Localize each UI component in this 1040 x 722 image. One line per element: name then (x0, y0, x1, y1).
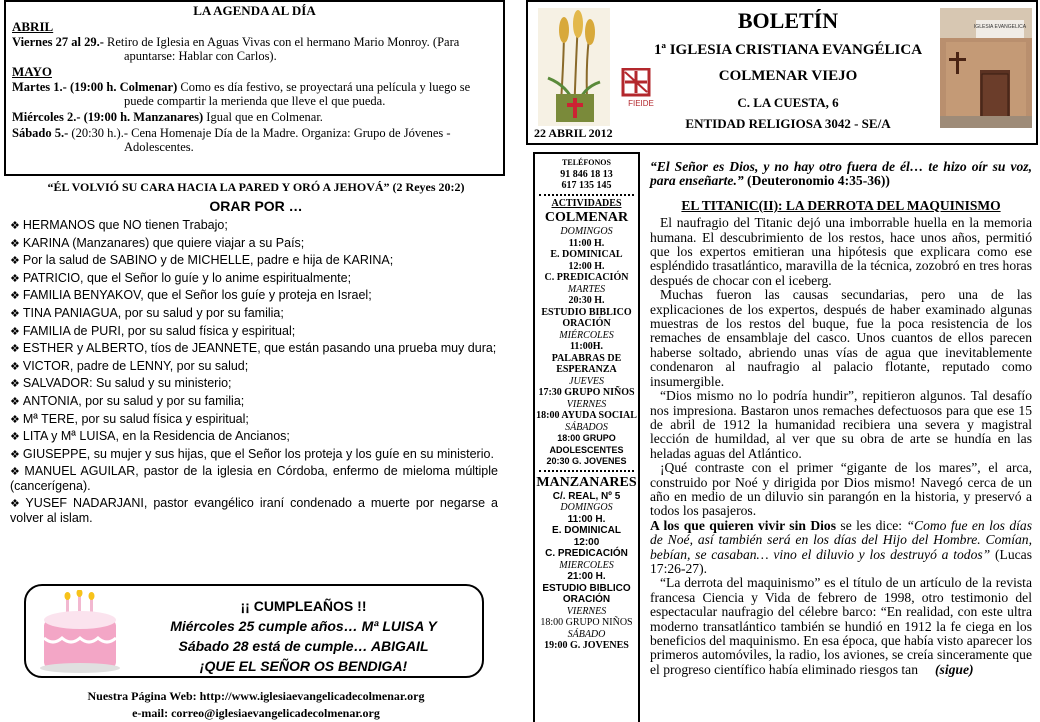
bulletin-header (526, 0, 1038, 145)
agenda-event (12, 80, 497, 108)
schedule-day: JUEVES (569, 375, 604, 387)
month-mayo: MAYO (12, 64, 52, 79)
entity-number: ENTIDAD RELIGIOSA 3042 - SE/A (685, 116, 891, 131)
birthday-box (24, 584, 484, 678)
schedule-day: MARTES (567, 283, 606, 295)
schedule-day: VIERNES (566, 398, 607, 410)
bulletin-title: BOLETÍN (737, 8, 839, 33)
wheat-cross-logo-icon (538, 8, 610, 126)
prayer-text: ESTHER y ALBERTO, tíos de JEANNETE, que están pasando una prueba muy dura; (22, 341, 497, 356)
agenda-event (12, 126, 497, 154)
schedule-activity: ESTUDIO BIBLICO ORACIÓN (542, 582, 631, 605)
agenda-box (4, 0, 505, 176)
prayer-item (10, 288, 498, 303)
schedule-day: MIERCOLES (559, 559, 614, 571)
prayer-text: SALVADOR: Su salud y su ministerio; (22, 376, 232, 391)
prayer-item (10, 271, 498, 286)
prayer-text: YUSEF NADARJANI, pastor evangélico iraní condenado a muerte por negarse a volver al islam. (10, 495, 498, 525)
church-address: C. LA CUESTA, 6 (737, 95, 839, 110)
schedule-time: 11:00H. (569, 341, 604, 352)
prayer-item (10, 324, 498, 339)
schedule-time: 11:00 H. (568, 237, 605, 249)
diamond-bullet-icon: ❖ (10, 325, 20, 338)
phone-number: 617 135 145 (561, 180, 612, 191)
birthday-cake-icon (38, 590, 122, 674)
schedule-activity: PALABRAS DE ESPERANZA (551, 352, 622, 375)
prayer-text: PATRICIO, que el Señor lo guíe y lo anime espiritualmente; (22, 270, 352, 285)
agenda-title: LA AGENDA AL DÍA (193, 3, 316, 18)
article-paragraph: El naufragio del Titanic dejó una imborrable huella en la memoria humana. El descubrimiento de los restos, hace unos años, permitió que los expertos emitieran una hipótesis que explicara como ese espléndido trasatlántico, maravilla de la técnica, zozobró en tres horas después de chocar con el iceberg. (650, 215, 1032, 288)
event-when: Sábado 5.- (12, 126, 69, 140)
event-when: Martes 1.- (19:00 h. Colmenar) (12, 80, 178, 94)
schedule-activity: C. PREDICACIÓN (545, 548, 628, 559)
schedule-day: DOMINGOS (560, 226, 613, 237)
dotted-divider (539, 470, 634, 472)
diamond-bullet-icon: ❖ (10, 360, 20, 373)
agenda-event (12, 110, 497, 124)
schedule-activity: C. PREDICACIÓN (544, 272, 629, 283)
schedule-time: 11:00 H. (567, 513, 606, 525)
paragraph-lead: A los que quieren vivir sin Dios (650, 517, 837, 533)
prayer-item (10, 341, 498, 356)
schedule-activity: 20:30 G. JOVENES (546, 456, 627, 466)
prayer-item (10, 218, 498, 233)
birthday-title: ¡¡ CUMPLEAÑOS !! (240, 598, 367, 614)
prayer-text: MANUEL AGUILAR, pastor de la iglesia en Córdoba, enfermo de mieloma múltiple (cancerígena). (10, 464, 498, 494)
article (650, 160, 1032, 677)
schedule-day: SÁBADO (567, 628, 606, 640)
birthday-text (126, 596, 481, 676)
church-name: 1ª IGLESIA CRISTIANA EVANGÉLICA (653, 42, 923, 58)
prayer-item (10, 306, 498, 321)
continue-label: (sigue) (935, 661, 974, 677)
schedule-activity: ESTUDIO BIBLICO ORACIÓN (541, 306, 632, 329)
article-paragraph: Muchas fueron las causas secundarias, pero una de las explicaciones de los expertos, después de haber examinado algunas muestras de los restos del buque, fue la poca resistencia de los remaches de ensamblaje del casco. Unos cuantos de ellos parecen haberse soltado, abriendo unas vías de agua que inevitablemente condenaron al naufragio al palacio flotante, reputado como insumergible. (650, 287, 1032, 389)
diamond-bullet-icon: ❖ (10, 307, 20, 320)
phone-number: 91 846 18 13 (560, 168, 613, 180)
birthday-line: Sábado 28 está de cumple… ABIGAIL (178, 638, 429, 654)
article-paragraph (650, 519, 1032, 577)
prayer-item (10, 253, 498, 268)
event-when: Miércoles 2.- (19:00 h. Manzanares) (12, 110, 204, 124)
schedule-activity: 17:30 GRUPO NIÑOS (538, 387, 635, 398)
email-link[interactable]: e-mail: correo@iglesiaevangelicadecolmenar.org (132, 706, 380, 720)
prayer-item (10, 464, 498, 493)
paragraph-ref: (Lucas 17:26-27). (650, 546, 1032, 576)
prayer-item (10, 376, 498, 391)
diamond-bullet-icon: ❖ (10, 413, 20, 426)
footer (6, 688, 506, 722)
intro-verse-text: “El Señor es Dios, y no hay otro fuera de él… te hizo oír su voz, para enseñarte.” (650, 159, 1032, 189)
schedule-time: 12:00 H. (568, 260, 605, 272)
diamond-bullet-icon: ❖ (10, 431, 20, 444)
prayer-item (10, 359, 498, 374)
prayer-item (10, 496, 498, 525)
schedule-sidebar (533, 152, 640, 722)
diamond-bullet-icon: ❖ (10, 466, 22, 479)
schedule-day: DOMINGOS (560, 502, 613, 513)
intro-verse-ref: (Deuteronomio 4:35-36)) (743, 173, 890, 189)
prayer-text: HERMANOS que NO tienen Trabajo; (22, 218, 228, 232)
agenda-event (12, 35, 497, 63)
prayer-text: Por la salud de SABINO y de MICHELLE, padre e hija de KARINA; (22, 253, 394, 268)
prayer-text: FAMILIA de PURI, por su salud física y espiritual; (22, 323, 296, 338)
diamond-bullet-icon: ❖ (10, 343, 20, 356)
birthday-blessing: ¡QUE EL SEÑOR OS BENDIGA! (199, 658, 408, 674)
diamond-bullet-icon: ❖ (10, 272, 20, 285)
prayer-text: KARINA (Manzanares) que quiere viajar a su País; (22, 235, 305, 250)
manzanares-address: C/. REAL, Nº 5 (552, 490, 621, 502)
prayer-text: TINA PANIAGUA, por su salud y por su familia; (22, 305, 284, 320)
diamond-bullet-icon: ❖ (10, 497, 23, 510)
prayer-item (10, 412, 498, 427)
diamond-bullet-icon: ❖ (10, 255, 20, 268)
schedule-day: VIERNES (566, 605, 607, 617)
prayer-item (10, 394, 498, 409)
article-paragraph (650, 576, 1032, 677)
prayer-text: ANTONIA, por su salud y por su familia; (22, 393, 245, 408)
phones-label: TELÉFONOS (562, 158, 611, 167)
schedule-time: 21:00 H. (567, 571, 606, 582)
prayer-title: ORAR POR … (209, 198, 303, 214)
prayer-item (10, 447, 498, 462)
paragraph-quote: “Como fue en los días de Noé, así también será en los días del Hijo del Hombre. Comían, bebían, se casaban… vino el diluvio y los destruyó a todos” (650, 517, 1033, 562)
event-text: Retiro de Iglesia en Aguas Vivas con el hermano Mario Monroy. (Para apuntarse: Hablar con Carlos). (103, 35, 460, 63)
schedule-activity: 19:00 G. JOVENES (544, 640, 629, 651)
website-link[interactable]: Nuestra Página Web: http://www.iglesiaevangelicadecolmenar.org (87, 689, 425, 703)
article-paragraph: ¡Qué contraste con el primer “gigante de los mares”, el arca, construido por Noé y dirigida por Dios mismo! Navegó cerca de un año en medio de un diluvio sin parangón en la historia, y preservó a todos los pasajeros. (650, 460, 1032, 519)
bulletin-date: 22 ABRIL 2012 (534, 126, 613, 140)
event-text: (20:30 h.).- Cena Homenaje Día de la Madre. Organiza: Grupo de Jóvenes -Adolescentes. (68, 126, 451, 154)
paragraph-text: “La derrota del maquinismo” es el título de un artículo de la revista francesa Ciencia y Vida de febrero de 1998, otro testimonio del espectacular naufragio del célebre barco: “En realidad, con este ultra moderno transatlántico también se hundió en 1912 la fe ciega en los beneficios del maquinismo. En esa época, que había visto aparecer los primeros automóviles, la radio, los aviones, se creía sinceramente que el progreso científico había eliminado riesgos tan (650, 575, 1032, 677)
schedule-activity: 18:00 AYUDA SOCIAL (536, 410, 637, 421)
colmenar-heading: COLMENAR (544, 210, 629, 225)
schedule-activity: 18:00 GRUPO ADOLESCENTES (549, 433, 624, 455)
diamond-bullet-icon: ❖ (10, 395, 20, 408)
diamond-bullet-icon: ❖ (10, 237, 20, 250)
schedule-activity: 18:00 GRUPO NIÑOS (540, 617, 633, 628)
event-when: Viernes 27 al 29.- (12, 35, 104, 49)
schedule-activity: E. DOMINICAL (550, 249, 623, 260)
schedule-activity: E. DOMINICAL (552, 525, 621, 536)
schedule-time: 12:00 (573, 536, 600, 548)
prayer-list (10, 218, 498, 528)
prayer-text: FAMILIA BENYAKOV, que el Señor los guíe y proteja en Israel; (22, 288, 372, 303)
article-title: EL TITANIC(II): LA DERROTA DEL MAQUINISMO (681, 197, 1001, 213)
prayer-text: VICTOR, padre de LENNY, por su salud; (22, 358, 249, 373)
dotted-divider (539, 194, 634, 196)
prayer-item (10, 429, 498, 444)
manzanares-heading: MANZANARES (536, 474, 637, 490)
schedule-day: SÁBADOS (565, 421, 608, 433)
diamond-bullet-icon: ❖ (10, 378, 20, 391)
fieide-logo-text: FIEIDE (628, 99, 654, 108)
prayer-text: LITA y Mª LUISA, en la Residencia de Ancianos; (22, 429, 290, 444)
town-name: COLMENAR VIEJO (718, 68, 858, 84)
diamond-bullet-icon: ❖ (10, 448, 20, 461)
schedule-day: MIÉRCOLES (559, 329, 614, 341)
event-text: Igual que en Colmenar. (203, 110, 323, 124)
church-building-photo (940, 8, 1032, 128)
bible-verse: “ÉL VOLVIÓ SU CARA HACIA LA PARED Y ORÓ A JEHOVÁ” (2 Reyes 20:2) (47, 180, 465, 194)
month-abril: ABRIL (12, 19, 54, 34)
birthday-line: Miércoles 25 cumple años… Mª LUISA Y (170, 618, 437, 634)
photo-sign-text: IGLESIA EVANGELICA (973, 24, 1027, 30)
intro-verse (650, 160, 1032, 189)
prayer-text: Mª TERE, por su salud física y espiritual; (22, 411, 249, 426)
article-paragraph: “Dios mismo no lo podría hundir”, repitieron algunos. Tal desafío nos impresiona. Bastaron unos remaches defectuosos para que ese 15 de abril de 1912 la humanidad recibiera una severa y magistral lección de humildad, al ver que su obra de arte se hundía en las heladas aguas del Atlántico. (650, 388, 1032, 461)
prayer-text: GIUSEPPE, su mujer y sus hijas, que el Señor los proteja y los guíe en su ministerio. (22, 446, 494, 461)
event-text: Como es día festivo, se proyectará una película y luego se puede compartir la merienda que lleve el que pueda. (124, 80, 471, 108)
prayer-item (10, 236, 498, 251)
diamond-bullet-icon: ❖ (10, 290, 20, 303)
paragraph-text: se les dice: (836, 517, 907, 533)
schedule-time: 20:30 H. (568, 295, 605, 306)
activities-label: ACTIVIDADES (551, 197, 622, 209)
diamond-bullet-icon: ❖ (10, 220, 20, 232)
